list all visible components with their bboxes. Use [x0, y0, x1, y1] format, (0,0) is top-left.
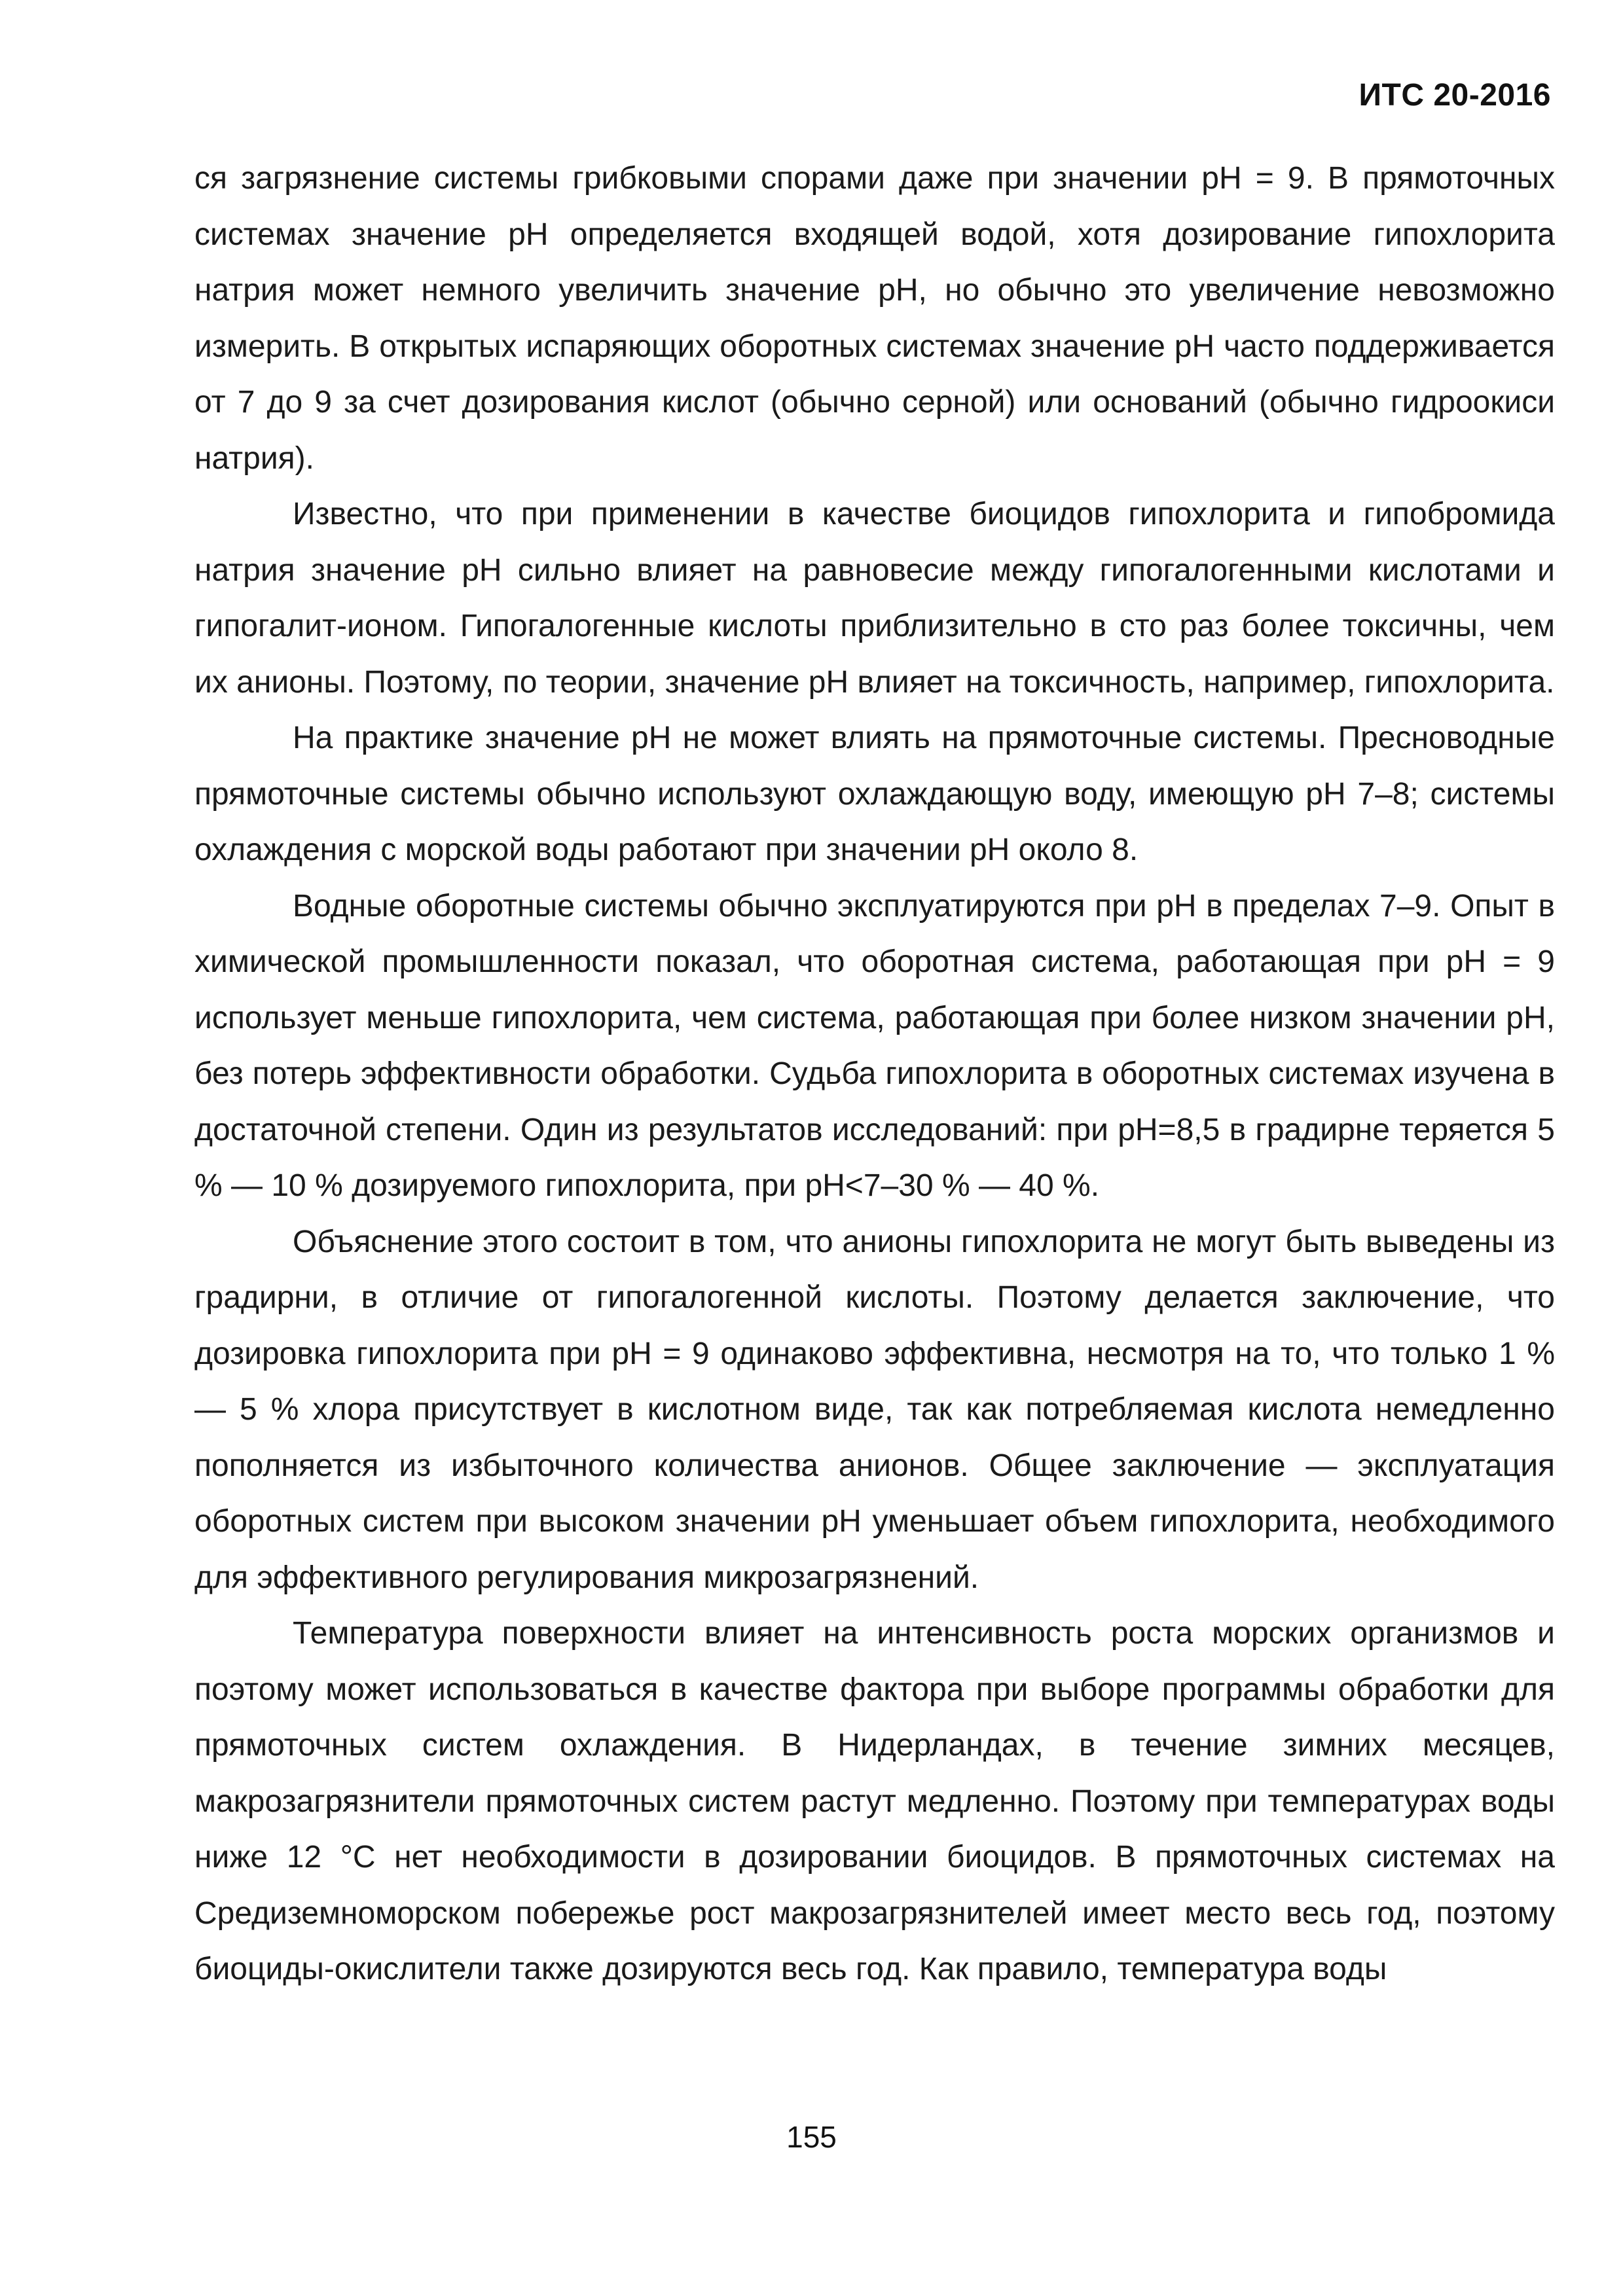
document-id-header: ИТС 20-2016	[1359, 78, 1551, 113]
paragraph-continuation: ся загрязнение системы грибковыми спорами даже при значении рН = 9. В прямоточных системах значение рН определяется входящей водой, хотя дозирование гипохлорита натрия может немного увеличить значение рН, но обычно это увеличение невозможно измерить. В открытых испаряющих оборотных системах значение рН часто поддерживается от 7 до 9 за счет дозирования кислот (обычно серной) или оснований (обычно гидроокиси натрия).	[194, 161, 1555, 476]
paragraph: Известно, что при применении в качестве биоцидов гипохлорита и гипобромида натрия значение рН сильно влияет на равновесие между гипогалогенными кислотами и гипогалит-ионом. Гипогалогенные кислоты приблизительно в сто раз более токсичны, чем их анионы. Поэтому, по теории, значение рН влияет на токсичность, например, гипохлорита.	[194, 497, 1555, 700]
paragraph: Температура поверхности влияет на интенсивность роста морских организмов и поэтому может использоваться в качестве фактора при выборе программы обработки для прямоточных систем охлаждения. В Нидерландах, в течение зимних месяцев, макрозагрязнители прямоточных систем растут медленно. Поэтому при температурах воды ниже 12 °С нет необходимости в дозировании биоцидов. В прямоточных системах на Средиземноморском побережье рост макрозагрязнителей имеет место весь год, поэтому биоциды-окислители также дозируются весь год. Как правило, температура воды	[194, 1616, 1555, 1986]
paragraph: Объяснение этого состоит в том, что анионы гипохлорита не могут быть выведены из градирни, в отличие от гипогалогенной кислоты. Поэтому делается заключение, что дозировка гипохлорита при рН = 9 одинаково эффективна, несмотря на то, что только 1 % — 5 % хлора присутствует в кислотном виде, так как потребляемая кислота немедленно пополняется из избыточного количества анионов. Общее заключение — эксплуатация оборотных систем при высоком значении рН уменьшает объем гипохлорита, необходимого для эффективного регулирования микрозагрязнений.	[194, 1224, 1555, 1595]
paragraph: На практике значение рН не может влиять на прямоточные системы. Пресноводные прямоточные системы обычно используют охлаждающую воду, имеющую рН 7–8; системы охлаждения с морской воды работают при значении рН около 8.	[194, 721, 1555, 867]
body-text	[194, 151, 1555, 1998]
paragraph: Водные оборотные системы обычно эксплуатируются при рН в пределах 7–9. Опыт в химической промышленности показал, что оборотная система, работающая при рН = 9 использует меньше гипохлорита, чем система, работающая при более низком значении рН, без потерь эффективности обработки. Судьба гипохлорита в оборотных системах изучена в достаточной степени. Один из результатов исследований: при рН=8,5 в градирне теряется 5 % — 10 % дозируемого гипохлорита, при рН<7–30 % — 40 %.	[194, 888, 1555, 1203]
page-number: 155	[786, 2120, 837, 2154]
